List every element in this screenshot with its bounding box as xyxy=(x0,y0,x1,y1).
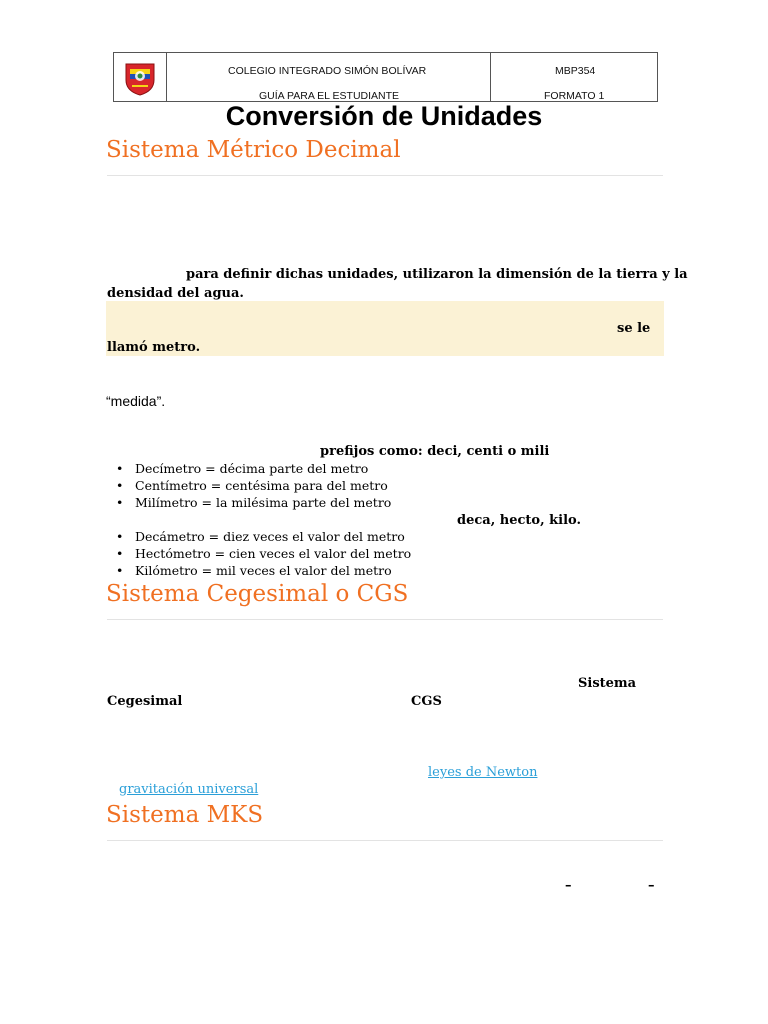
guide-label: GUÍA PARA EL ESTUDIANTE xyxy=(259,90,400,102)
list-item: • Decímetro = décima parte del metro xyxy=(107,461,507,478)
section-divider xyxy=(107,619,663,620)
section-divider xyxy=(107,175,663,176)
multiples-prefixes-text: deca, hecto, kilo. xyxy=(457,513,581,528)
section-heading-cgs: Sistema Cegesimal o CGS xyxy=(106,581,409,607)
highlight-text-line2: llamó metro. xyxy=(107,340,201,355)
school-name: COLEGIO INTEGRADO SIMÓN BOLÍVAR xyxy=(228,65,427,77)
list-item: • Centímetro = centésima para del metro xyxy=(107,478,507,495)
sistema-word: Sistema xyxy=(578,676,637,691)
section-heading-metrico: Sistema Métrico Decimal xyxy=(106,137,401,163)
highlight-text-end: se le xyxy=(617,321,651,336)
submultiples-list xyxy=(107,461,507,511)
list-item: • Hectómetro = cien veces el valor del metro xyxy=(107,546,507,563)
dash-mark: – xyxy=(565,878,572,893)
multiples-list xyxy=(107,529,507,579)
document-header xyxy=(113,52,658,102)
section-divider xyxy=(107,840,663,841)
document-code: MBP354 xyxy=(555,65,596,77)
gravitation-link[interactable]: gravitación universal xyxy=(119,782,259,797)
cgs-word: CGS xyxy=(411,694,442,709)
list-item: • Kilómetro = mil veces el valor del metro xyxy=(107,563,507,580)
page-title: Conversión de Unidades xyxy=(225,101,543,131)
cegesimal-word: Cegesimal xyxy=(107,694,183,709)
list-item: • Decámetro = diez veces el valor del metro xyxy=(107,529,507,546)
section-heading-mks: Sistema MKS xyxy=(106,802,264,828)
dash-mark: – xyxy=(648,878,655,893)
list-item: • Milímetro = la milésima parte del metro xyxy=(107,495,507,512)
header-divider xyxy=(490,53,491,101)
prefijos-text: prefijos como: deci, centi o mili xyxy=(320,444,550,459)
metrico-text-line1: para definir dichas unidades, utilizaron la dimensión de la tierra y la xyxy=(186,267,688,282)
newton-laws-link[interactable]: leyes de Newton xyxy=(428,765,538,780)
format-label: FORMATO 1 xyxy=(544,90,605,102)
logo-cell xyxy=(114,53,167,101)
school-crest-icon xyxy=(122,58,158,96)
medida-text: “medida”. xyxy=(106,393,166,409)
metrico-text-line2: densidad del agua. xyxy=(107,286,244,301)
